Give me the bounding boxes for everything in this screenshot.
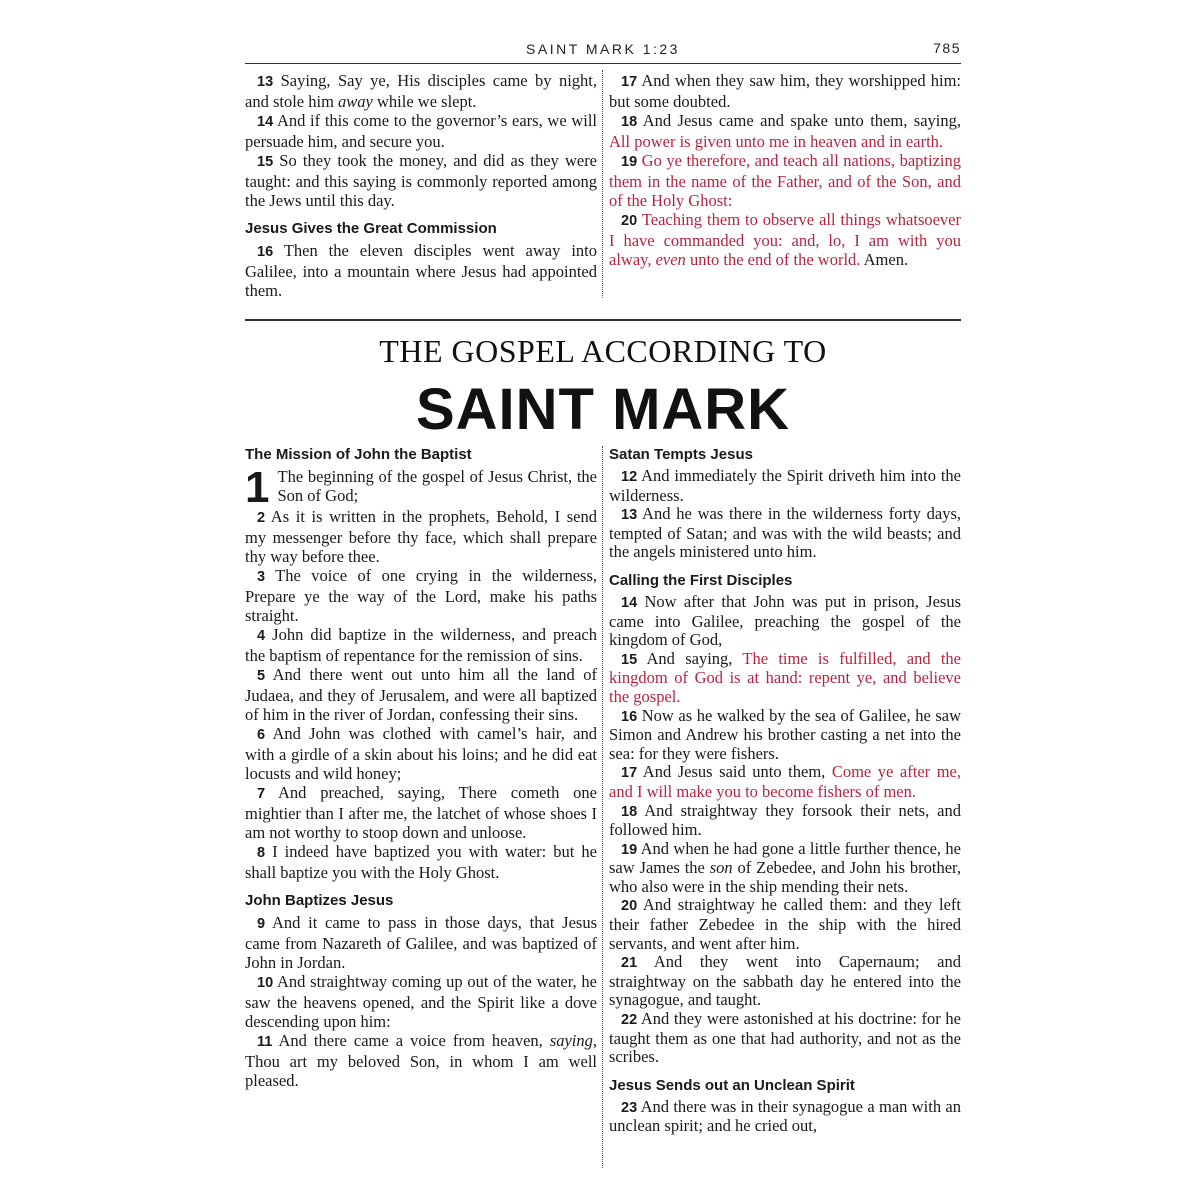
verse-8: 8 I indeed have baptized you with water: but he shall baptize you with the Holy Ghost. bbox=[245, 842, 598, 882]
verse-number: 18 bbox=[621, 803, 638, 820]
verse-number: 22 bbox=[621, 1012, 638, 1029]
verse-6: 6 And John was clothed with camel’s hair, and with a girdle of a skin about his loins; and he did eat locusts and wild honey; bbox=[245, 724, 598, 783]
verse-14: 14 And if this come to the governor’s ears, we will persuade him, and secure you. bbox=[245, 111, 598, 151]
verse-number: 16 bbox=[257, 244, 274, 260]
book-subtitle: THE GOSPEL ACCORDING TO bbox=[379, 333, 827, 369]
verse-21: 21 And they went into Capernaum; and straightway on the sabbath day he entered into the synagogue, and taught. bbox=[609, 952, 961, 1010]
mark-right-column bbox=[609, 446, 961, 1136]
verse-number: 8 bbox=[257, 845, 266, 861]
verse-number: 9 bbox=[257, 916, 266, 932]
verse-number: 15 bbox=[621, 651, 638, 668]
matthew-left-column bbox=[245, 71, 597, 300]
verse-number: 14 bbox=[621, 594, 638, 611]
verse-11: 11 And there came a voice from heaven, saying, Thou art my beloved Son, in whom I am well pleased. bbox=[245, 1031, 598, 1090]
chapter-number: 1 bbox=[245, 467, 270, 507]
verse-number: 11 bbox=[257, 1034, 273, 1050]
verse-9: 9 And it came to pass in those days, that Jesus came from Nazareth of Galilee, and was baptized of John in Jordan. bbox=[245, 913, 597, 972]
verse-17: 17 And Jesus said unto them, Come ye after me, and I will make you to become fishers of men. bbox=[609, 762, 961, 801]
section-heading: Calling the First Disciples bbox=[609, 571, 793, 589]
verse-19: 19 Go ye therefore, and teach all nations, baptizing them in the name of the Father, and of the Son, and of the Holy Ghost: bbox=[609, 151, 962, 210]
verse-13: 13 Saying, Say ye, His disciples came by night, and stole him away while we slept. bbox=[245, 71, 598, 111]
verse-14: 14 Now after that John was put in prison, Jesus came into Galilee, preaching the gospel of the kingdom of God, bbox=[609, 591, 962, 650]
verse-15: 15 And saying, The time is fulfilled, and the kingdom of God is at hand: repent ye, and believe the gospel. bbox=[609, 648, 961, 706]
verse-1: 1 The beginning of the gospel of Jesus Christ, the Son of God; bbox=[245, 467, 597, 507]
verse-4: 4 John did baptize in the wilderness, and preach the baptism of repentance for the remission of sins. bbox=[245, 625, 598, 665]
verse-number: 13 bbox=[257, 74, 274, 90]
verse-number: 20 bbox=[621, 898, 638, 915]
verse-3: 3 The voice of one crying in the wilderness, Prepare ye the way of the Lord, make his paths straight. bbox=[245, 566, 598, 625]
verse-number: 15 bbox=[257, 154, 274, 170]
section-heading: Satan Tempts Jesus bbox=[609, 446, 753, 463]
book-divider-rule bbox=[245, 319, 961, 321]
verse-number: 16 bbox=[621, 708, 638, 725]
verse-10: 10 And straightway coming up out of the water, he saw the heavens opened, and the Spirit like a dove descending upon him: bbox=[245, 972, 597, 1031]
verse-13: 13 And he was there in the wilderness forty days, tempted of Satan; and was with the wild beasts; and the angels ministered unto him. bbox=[609, 504, 961, 562]
verse-number: 13 bbox=[621, 507, 638, 524]
verse-number: 5 bbox=[257, 668, 266, 684]
verse-16: 16 Then the eleven disciples went away into Galilee, into a mountain where Jesus had appointed them. bbox=[245, 241, 597, 300]
verse-number: 17 bbox=[621, 765, 638, 782]
verse-number: 21 bbox=[621, 955, 638, 972]
verse-16: 16 Now as he walked by the sea of Galilee, he saw Simon and Andrew his brother casting a net into the sea: for they were fishers. bbox=[609, 705, 962, 763]
verse-number: 6 bbox=[257, 727, 266, 743]
verse-19: 19 And when he had gone a little further thence, he saw James the son of Zebedee, and John his brother, who also were in the ship mending their nets. bbox=[609, 838, 961, 896]
verse-number: 10 bbox=[257, 975, 274, 991]
mark-left-column bbox=[245, 446, 597, 1090]
verse-18: 18 And Jesus came and spake unto them, saying, All power is given unto me in heaven and in earth. bbox=[609, 111, 961, 151]
verse-number: 23 bbox=[621, 1099, 638, 1116]
verse-number: 19 bbox=[621, 154, 638, 170]
section-heading: Jesus Sends out an Unclean Spirit bbox=[609, 1076, 855, 1094]
verse-number: 14 bbox=[257, 114, 274, 130]
column-divider bbox=[602, 70, 603, 298]
column-divider bbox=[602, 446, 603, 1168]
matthew-right-column bbox=[609, 71, 961, 269]
verse-20: 20 And straightway he called them: and they left their father Zebedee in the ship with the hired servants, and went after him. bbox=[609, 895, 961, 953]
verse-number: 20 bbox=[621, 213, 638, 229]
verse-number: 18 bbox=[621, 114, 638, 130]
verse-15: 15 So they took the money, and did as they were taught: and this saying is commonly reported among the Jews until this day. bbox=[245, 151, 598, 210]
verse-18: 18 And straightway they forsook their nets, and followed him. bbox=[609, 800, 961, 840]
book-title: SAINT MARK bbox=[415, 377, 791, 442]
verse-12: 12 And immediately the Spirit driveth him into the wilderness. bbox=[609, 466, 961, 505]
verse-20: 20 Teaching them to observe all things whatsoever I have commanded you: and, lo, I am with you alway, even unto the end of the world. Amen. bbox=[609, 210, 962, 269]
verse-23: 23 And there was in their synagogue a man with an unclean spirit; and he cried out, bbox=[609, 1096, 961, 1136]
page-number: 785 bbox=[933, 40, 961, 56]
verse-number: 2 bbox=[257, 510, 266, 526]
verse-7: 7 And preached, saying, There cometh one mightier than I after me, the latchet of whose shoes I am not worthy to stoop down and unloose. bbox=[245, 783, 597, 842]
verse-22: 22 And they were astonished at his doctrine: for he taught them as one that had authority, and not as the scribes. bbox=[609, 1009, 961, 1067]
verse-number: 4 bbox=[257, 628, 266, 644]
running-title: SAINT MARK 1:23 bbox=[526, 41, 680, 57]
section-heading: John Baptizes Jesus bbox=[245, 892, 394, 909]
verse-number: 12 bbox=[621, 469, 638, 485]
verse-17: 17 And when they saw him, they worshipped him: but some doubted. bbox=[609, 71, 961, 111]
verse-number: 7 bbox=[257, 786, 266, 802]
verse-2: 2 As it is written in the prophets, Behold, I send my messenger before thy face, which shall prepare thy way before thee. bbox=[245, 507, 597, 566]
section-heading: Jesus Gives the Great Commission bbox=[245, 220, 497, 237]
verse-number: 3 bbox=[257, 569, 266, 585]
running-head bbox=[245, 40, 961, 62]
header-rule bbox=[245, 63, 961, 64]
verse-number: 17 bbox=[621, 74, 638, 90]
verse-number: 19 bbox=[621, 841, 638, 858]
verse-5: 5 And there went out unto him all the land of Judaea, and they of Jerusalem, and were all baptized of him in the river of Jordan, confessing their sins. bbox=[245, 665, 598, 724]
section-heading: The Mission of John the Baptist bbox=[245, 446, 472, 463]
